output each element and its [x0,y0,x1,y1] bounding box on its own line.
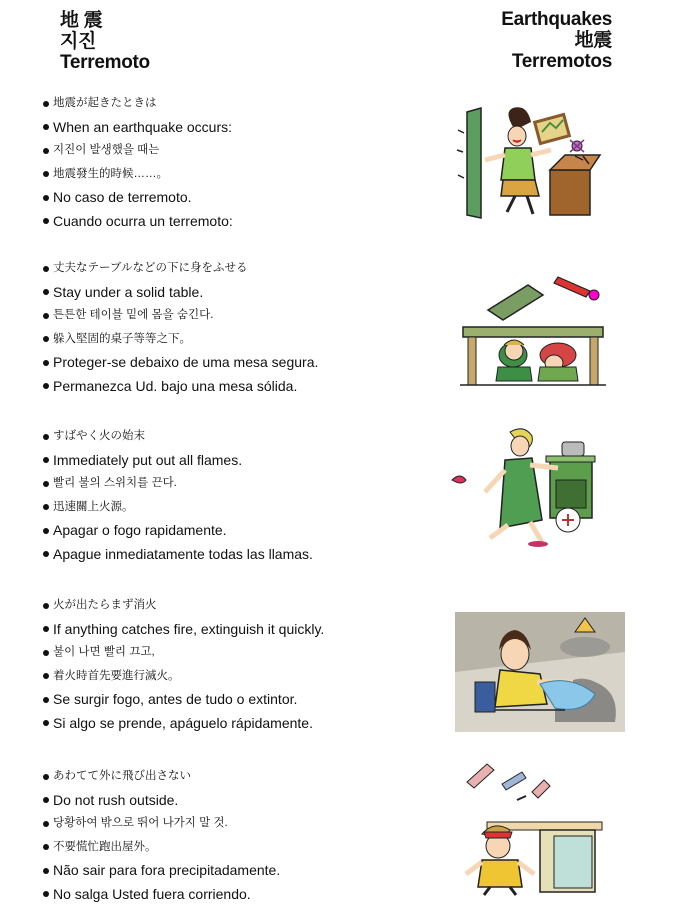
list-item: 丈夫なテーブルなどの下に身をふせる [43,257,443,281]
list-item: When an earthquake occurs: [43,116,443,140]
header-left [60,10,150,73]
list-item: 튼튼한 테이블 밑에 몸을 숨긴다. [43,304,443,328]
bullet-icon [43,528,49,534]
bullet-icon [43,603,49,609]
bullet-icon [43,266,49,272]
bullet-icon [43,504,49,510]
section-do-not-rush-outside [43,765,443,906]
section-put-out-flames [43,425,443,566]
title-korean: 지진 [60,31,97,52]
list-item: 地震發生的時候……。 [43,163,443,187]
section-stay-under-table [43,257,443,398]
list-item: Apagar o fogo rapidamente. [43,519,443,543]
bullet-icon [43,650,49,656]
bullet-icon [43,434,49,440]
list-item: 빨리 불의 스위치를 끈다. [43,472,443,496]
bullet-icon [43,844,49,850]
section-extinguish-fire [43,594,443,735]
list-item: Proteger-se debaixo de uma mesa segura. [43,351,443,375]
bullet-icon [43,720,49,726]
list-item: 지진이 발생했을 때는 [43,139,443,163]
illustration-earthquake-occurs [455,100,605,220]
bullet-icon [43,797,49,803]
list-item: Não sair para fora precipitadamente. [43,859,443,883]
list-item: 불이 나면 빨리 끄고, [43,641,443,665]
illustration-under-table [458,265,608,390]
bullet-icon [43,313,49,319]
list-item: Permanezca Ud. bajo una mesa sólida. [43,375,443,399]
bullet-icon [43,195,49,201]
title-chinese: 地震 [574,30,612,51]
list-item: あわてて外に飛び出さない [43,765,443,789]
bullet-icon [43,891,49,897]
title-english: Earthquakes [501,9,612,30]
bullet-icon [43,383,49,389]
list-item: 火が出たらまず消火 [43,594,443,618]
list-item: Do not rush outside. [43,789,443,813]
bullet-icon [43,171,49,177]
bullet-icon [43,868,49,874]
list-item: 躲入堅固的桌子等等之下。 [43,328,443,352]
list-item: Immediately put out all flames. [43,449,443,473]
bullet-icon [43,626,49,632]
bullet-icon [43,101,49,107]
list-item: Stay under a solid table. [43,281,443,305]
bullet-icon [43,289,49,295]
list-item: Apague inmediatamente todas las llamas. [43,543,443,567]
header-right [501,9,612,72]
list-item: 不要慌忙跑出屋外。 [43,836,443,860]
list-item: 地震が起きたときは [43,92,443,116]
bullet-icon [43,360,49,366]
bullet-icon [43,673,49,679]
bullet-icon [43,697,49,703]
list-item: 迅速關上火源。 [43,496,443,520]
illustration-do-not-rush-outside [462,762,607,897]
section-earthquake-occurs [43,92,443,233]
list-item: Se surgir fogo, antes de tudo o extintor. [43,688,443,712]
illustration-turn-off-stove [450,420,610,550]
bullet-icon [43,821,49,827]
list-item: すばやく火の始末 [43,425,443,449]
illustration-extinguish-fire [455,612,625,732]
bullet-icon [43,124,49,130]
title-portuguese: Terremoto [60,52,150,73]
list-item: No salga Usted fuera corriendo. [43,883,443,907]
bullet-icon [43,481,49,487]
list-item: No caso de terremoto. [43,186,443,210]
bullet-icon [43,774,49,780]
bullet-icon [43,218,49,224]
bullet-icon [43,336,49,342]
list-item: Si algo se prende, apáguelo rápidamente. [43,712,443,736]
list-item: 당황하여 밖으로 뛰어 나가지 말 것. [43,812,443,836]
list-item: If anything catches fire, extinguish it quickly. [43,618,443,642]
bullet-icon [43,457,49,463]
bullet-icon [43,148,49,154]
list-item: Cuando ocurra un terremoto: [43,210,443,234]
title-japanese: 地 震 [60,10,103,31]
bullet-icon [43,551,49,557]
title-spanish: Terremotos [511,51,612,72]
list-item: 着火時首先要進行滅火。 [43,665,443,689]
